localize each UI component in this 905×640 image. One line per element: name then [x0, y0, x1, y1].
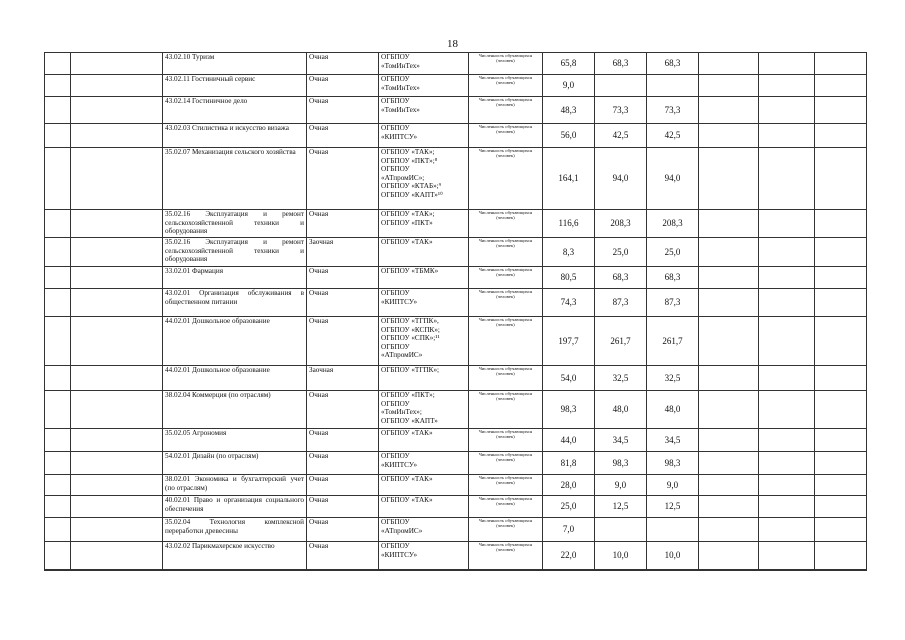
row-blank-cell [759, 289, 815, 317]
row-blank-cell [815, 267, 867, 289]
row-blank-cell [71, 366, 163, 391]
institution-cell: ОГБПОУ «ТАК»; ОГБПОУ «ПКТ»;⁸ ОГБПОУ «АТпромИС»; ОГБПОУ «КТАБ»;⁹ ОГБПОУ «КАПТ»¹⁰ [379, 148, 469, 210]
unit-cell: Численность обучающихся (человек) [469, 518, 543, 542]
row-blank-cell [759, 148, 815, 210]
value-cell-1: 9,0 [543, 75, 595, 97]
table-row [45, 475, 867, 496]
row-blank-cell [71, 496, 163, 518]
row-blank-cell [71, 289, 163, 317]
institution-cell: ОГБПОУ «КИПТСУ» [379, 289, 469, 317]
row-blank-cell [699, 475, 759, 496]
unit-cell: Численность обучающихся (человек) [469, 75, 543, 97]
value-cell-1: 22,0 [543, 542, 595, 570]
value-cell-3: 68,3 [647, 267, 699, 289]
value-cell-1: 81,8 [543, 452, 595, 475]
row-blank-cell [71, 75, 163, 97]
row-blank-cell [699, 238, 759, 267]
specialty-cell: 43.02.02 Парикмахерское искусство [163, 542, 307, 570]
specialty-cell: 43.02.11 Гостиничный сервис [163, 75, 307, 97]
study-form-cell: Очная [307, 391, 379, 429]
row-blank-cell [71, 518, 163, 542]
row-blank-cell [699, 391, 759, 429]
value-cell-1: 25,0 [543, 496, 595, 518]
value-cell-1: 8,3 [543, 238, 595, 267]
value-cell-2: 34,5 [595, 429, 647, 452]
row-blank-cell [759, 210, 815, 238]
institution-cell: ОГБПОУ «АТпромИС» [379, 518, 469, 542]
row-blank-cell [815, 75, 867, 97]
row-left-blank-cell [45, 238, 71, 267]
specialty-cell: 43.02.14 Гостиничное дело [163, 97, 307, 124]
institution-cell: ОГБПОУ «ТомИнТех» [379, 75, 469, 97]
table-row [45, 429, 867, 452]
study-form-cell: Очная [307, 542, 379, 570]
unit-cell: Численность обучающихся (человек) [469, 210, 543, 238]
row-left-blank-cell [45, 289, 71, 317]
unit-cell: Численность обучающихся (человек) [469, 475, 543, 496]
unit-cell: Численность обучающихся (человек) [469, 391, 543, 429]
value-cell-2: 87,3 [595, 289, 647, 317]
row-blank-cell [699, 267, 759, 289]
table-row [45, 542, 867, 570]
row-blank-cell [759, 124, 815, 148]
row-left-blank-cell [45, 124, 71, 148]
specialty-cell: 35.02.16 Эксплуатация и ремонт сельскохозяйственной техники и оборудования [163, 238, 307, 267]
study-form-cell: Заочная [307, 238, 379, 267]
row-left-blank-cell [45, 267, 71, 289]
value-cell-3: 42,5 [647, 124, 699, 148]
value-cell-3: 261,7 [647, 317, 699, 366]
unit-cell: Численность обучающихся (человек) [469, 542, 543, 570]
row-blank-cell [699, 542, 759, 570]
value-cell-1: 65,8 [543, 53, 595, 75]
study-form-cell: Очная [307, 267, 379, 289]
value-cell-2: 208,3 [595, 210, 647, 238]
value-cell-1: 197,7 [543, 317, 595, 366]
value-cell-3: 48,0 [647, 391, 699, 429]
row-blank-cell [759, 518, 815, 542]
unit-cell: Численность обучающихся (человек) [469, 238, 543, 267]
row-left-blank-cell [45, 148, 71, 210]
document-table [44, 52, 867, 571]
row-left-blank-cell [45, 75, 71, 97]
value-cell-3: 98,3 [647, 452, 699, 475]
institution-cell: ОГБПОУ «ТАК» [379, 238, 469, 267]
table-row [45, 366, 867, 391]
row-blank-cell [815, 289, 867, 317]
value-cell-2: 261,7 [595, 317, 647, 366]
study-form-cell: Очная [307, 97, 379, 124]
row-blank-cell [815, 366, 867, 391]
row-blank-cell [699, 97, 759, 124]
row-left-blank-cell [45, 475, 71, 496]
row-blank-cell [759, 97, 815, 124]
table-row [45, 518, 867, 542]
specialty-cell: 35.02.07 Механизация сельского хозяйства [163, 148, 307, 210]
value-cell-2: 25,0 [595, 238, 647, 267]
row-left-blank-cell [45, 391, 71, 429]
specialty-cell: 43.02.01 Организация обслуживания в общественном питании [163, 289, 307, 317]
row-left-blank-cell [45, 429, 71, 452]
value-cell-1: 116,6 [543, 210, 595, 238]
institution-cell: ОГБПОУ «ТАК» [379, 429, 469, 452]
table-row [45, 452, 867, 475]
row-left-blank-cell [45, 452, 71, 475]
row-blank-cell [71, 238, 163, 267]
value-cell-3: 9,0 [647, 475, 699, 496]
value-cell-3: 68,3 [647, 53, 699, 75]
row-blank-cell [71, 429, 163, 452]
value-cell-3: 32,5 [647, 366, 699, 391]
value-cell-1: 48,3 [543, 97, 595, 124]
row-blank-cell [759, 366, 815, 391]
row-blank-cell [71, 317, 163, 366]
specialty-cell: 44.02.01 Дошкольное образование [163, 317, 307, 366]
row-left-blank-cell [45, 496, 71, 518]
institution-cell: ОГБПОУ «ТомИнТех» [379, 97, 469, 124]
row-blank-cell [71, 391, 163, 429]
row-blank-cell [815, 391, 867, 429]
row-blank-cell [815, 210, 867, 238]
row-left-blank-cell [45, 366, 71, 391]
row-blank-cell [71, 452, 163, 475]
row-blank-cell [699, 148, 759, 210]
value-cell-2: 94,0 [595, 148, 647, 210]
value-cell-2: 73,3 [595, 97, 647, 124]
study-form-cell: Очная [307, 148, 379, 210]
unit-cell: Численность обучающихся (человек) [469, 289, 543, 317]
specialty-cell: 40.02.01 Право и организация социального обеспечения [163, 496, 307, 518]
value-cell-3 [647, 518, 699, 542]
study-form-cell: Очная [307, 124, 379, 148]
value-cell-2 [595, 518, 647, 542]
institution-cell: ОГБПОУ «ТАК» [379, 475, 469, 496]
table-row [45, 238, 867, 267]
value-cell-2: 12,5 [595, 496, 647, 518]
value-cell-2: 9,0 [595, 475, 647, 496]
row-blank-cell [815, 452, 867, 475]
table-row [45, 391, 867, 429]
study-form-cell: Очная [307, 475, 379, 496]
row-left-blank-cell [45, 53, 71, 75]
value-cell-2: 32,5 [595, 366, 647, 391]
row-blank-cell [699, 53, 759, 75]
specialty-cell: 35.02.04 Технология комплексной переработки древесины [163, 518, 307, 542]
row-blank-cell [759, 391, 815, 429]
institution-cell: ОГБПОУ «ПКТ»; ОГБПОУ «ТомИнТех»; ОГБПОУ «КАПТ» [379, 391, 469, 429]
row-blank-cell [815, 317, 867, 366]
row-blank-cell [699, 289, 759, 317]
row-blank-cell [759, 75, 815, 97]
row-blank-cell [759, 317, 815, 366]
value-cell-3 [647, 75, 699, 97]
table-row [45, 317, 867, 366]
row-blank-cell [815, 518, 867, 542]
value-cell-2: 98,3 [595, 452, 647, 475]
value-cell-1: 54,0 [543, 366, 595, 391]
row-blank-cell [759, 53, 815, 75]
study-form-cell: Очная [307, 289, 379, 317]
institution-cell: ОГБПОУ «ТомИнТех» [379, 53, 469, 75]
study-form-cell: Очная [307, 210, 379, 238]
table-row [45, 124, 867, 148]
table-row [45, 210, 867, 238]
row-blank-cell [815, 475, 867, 496]
institution-cell: ОГБПОУ «КИПТСУ» [379, 542, 469, 570]
value-cell-1: 56,0 [543, 124, 595, 148]
value-cell-3: 12,5 [647, 496, 699, 518]
institution-cell: ОГБПОУ «ТГПК»; [379, 366, 469, 391]
row-blank-cell [699, 366, 759, 391]
value-cell-2: 42,5 [595, 124, 647, 148]
row-left-blank-cell [45, 97, 71, 124]
study-form-cell: Очная [307, 429, 379, 452]
table-row [45, 496, 867, 518]
row-blank-cell [71, 267, 163, 289]
row-blank-cell [71, 53, 163, 75]
row-blank-cell [815, 97, 867, 124]
row-left-blank-cell [45, 542, 71, 570]
table-row [45, 97, 867, 124]
unit-cell: Численность обучающихся (человек) [469, 452, 543, 475]
row-blank-cell [699, 124, 759, 148]
row-blank-cell [815, 429, 867, 452]
specialty-cell: 38.02.04 Коммерция (по отраслям) [163, 391, 307, 429]
value-cell-2: 68,3 [595, 267, 647, 289]
value-cell-1: 44,0 [543, 429, 595, 452]
row-blank-cell [815, 124, 867, 148]
row-blank-cell [699, 210, 759, 238]
institution-cell: ОГБПОУ «ТАК»; ОГБПОУ «ПКТ» [379, 210, 469, 238]
row-blank-cell [759, 475, 815, 496]
institution-cell: ОГБПОУ «ТАК» [379, 496, 469, 518]
unit-cell: Численность обучающихся (человек) [469, 429, 543, 452]
value-cell-2: 68,3 [595, 53, 647, 75]
institution-cell: ОГБПОУ «ТГПК», ОГБПОУ «КСПК»; ОГБПОУ «СПК»;¹¹ ОГБПОУ «АТпромИС» [379, 317, 469, 366]
unit-cell: Численность обучающихся (человек) [469, 148, 543, 210]
row-blank-cell [759, 429, 815, 452]
page-number: 18 [447, 38, 458, 50]
row-blank-cell [71, 475, 163, 496]
row-left-blank-cell [45, 210, 71, 238]
institution-cell: ОГБПОУ «КИПТСУ» [379, 124, 469, 148]
row-blank-cell [815, 148, 867, 210]
row-blank-cell [699, 429, 759, 452]
specialty-cell: 44.02.01 Дошкольное образование [163, 366, 307, 391]
value-cell-2: 10,0 [595, 542, 647, 570]
row-blank-cell [815, 238, 867, 267]
table-body [45, 53, 867, 570]
specialty-cell: 33.02.01 Фармация [163, 267, 307, 289]
value-cell-3: 208,3 [647, 210, 699, 238]
row-blank-cell [71, 542, 163, 570]
value-cell-3: 10,0 [647, 542, 699, 570]
row-blank-cell [759, 542, 815, 570]
value-cell-1: 74,3 [543, 289, 595, 317]
value-cell-1: 7,0 [543, 518, 595, 542]
row-left-blank-cell [45, 518, 71, 542]
unit-cell: Численность обучающихся (человек) [469, 97, 543, 124]
value-cell-3: 73,3 [647, 97, 699, 124]
unit-cell: Численность обучающихся (человек) [469, 366, 543, 391]
row-blank-cell [699, 75, 759, 97]
institution-cell: ОГБПОУ «КИПТСУ» [379, 452, 469, 475]
specialty-cell: 35.02.05 Агрономия [163, 429, 307, 452]
row-blank-cell [759, 238, 815, 267]
value-cell-1: 98,3 [543, 391, 595, 429]
row-blank-cell [71, 97, 163, 124]
row-blank-cell [759, 496, 815, 518]
row-blank-cell [815, 542, 867, 570]
value-cell-2 [595, 75, 647, 97]
row-blank-cell [815, 53, 867, 75]
unit-cell: Численность обучающихся (человек) [469, 124, 543, 148]
specialty-cell: 43.02.10 Туризм [163, 53, 307, 75]
specialty-cell: 54.02.01 Дизайн (по отраслям) [163, 452, 307, 475]
unit-cell: Численность обучающихся (человек) [469, 496, 543, 518]
value-cell-3: 94,0 [647, 148, 699, 210]
row-blank-cell [71, 210, 163, 238]
row-blank-cell [699, 518, 759, 542]
table-row [45, 75, 867, 97]
study-form-cell: Заочная [307, 366, 379, 391]
study-form-cell: Очная [307, 317, 379, 366]
value-cell-1: 80,5 [543, 267, 595, 289]
study-form-cell: Очная [307, 75, 379, 97]
row-left-blank-cell [45, 317, 71, 366]
value-cell-3: 25,0 [647, 238, 699, 267]
value-cell-1: 164,1 [543, 148, 595, 210]
unit-cell: Численность обучающихся (человек) [469, 53, 543, 75]
study-form-cell: Очная [307, 518, 379, 542]
row-blank-cell [71, 148, 163, 210]
study-form-cell: Очная [307, 496, 379, 518]
row-blank-cell [71, 124, 163, 148]
value-cell-2: 48,0 [595, 391, 647, 429]
institution-cell: ОГБПОУ «ТБМК» [379, 267, 469, 289]
row-blank-cell [699, 496, 759, 518]
row-blank-cell [759, 267, 815, 289]
row-blank-cell [815, 496, 867, 518]
specialty-cell: 35.02.16 Эксплуатация и ремонт сельскохозяйственной техники и оборудования [163, 210, 307, 238]
row-blank-cell [699, 452, 759, 475]
value-cell-1: 28,0 [543, 475, 595, 496]
specialty-cell: 38.02.01 Экономика и бухгалтерский учет (по отраслям) [163, 475, 307, 496]
table-row [45, 148, 867, 210]
value-cell-3: 87,3 [647, 289, 699, 317]
unit-cell: Численность обучающихся (человек) [469, 267, 543, 289]
row-blank-cell [759, 452, 815, 475]
value-cell-3: 34,5 [647, 429, 699, 452]
table-row [45, 267, 867, 289]
unit-cell: Численность обучающихся (человек) [469, 317, 543, 366]
specialty-cell: 43.02.03 Стилистика и искусство визажа [163, 124, 307, 148]
table-row [45, 289, 867, 317]
row-blank-cell [699, 317, 759, 366]
study-form-cell: Очная [307, 452, 379, 475]
study-form-cell: Очная [307, 53, 379, 75]
table-row [45, 53, 867, 75]
